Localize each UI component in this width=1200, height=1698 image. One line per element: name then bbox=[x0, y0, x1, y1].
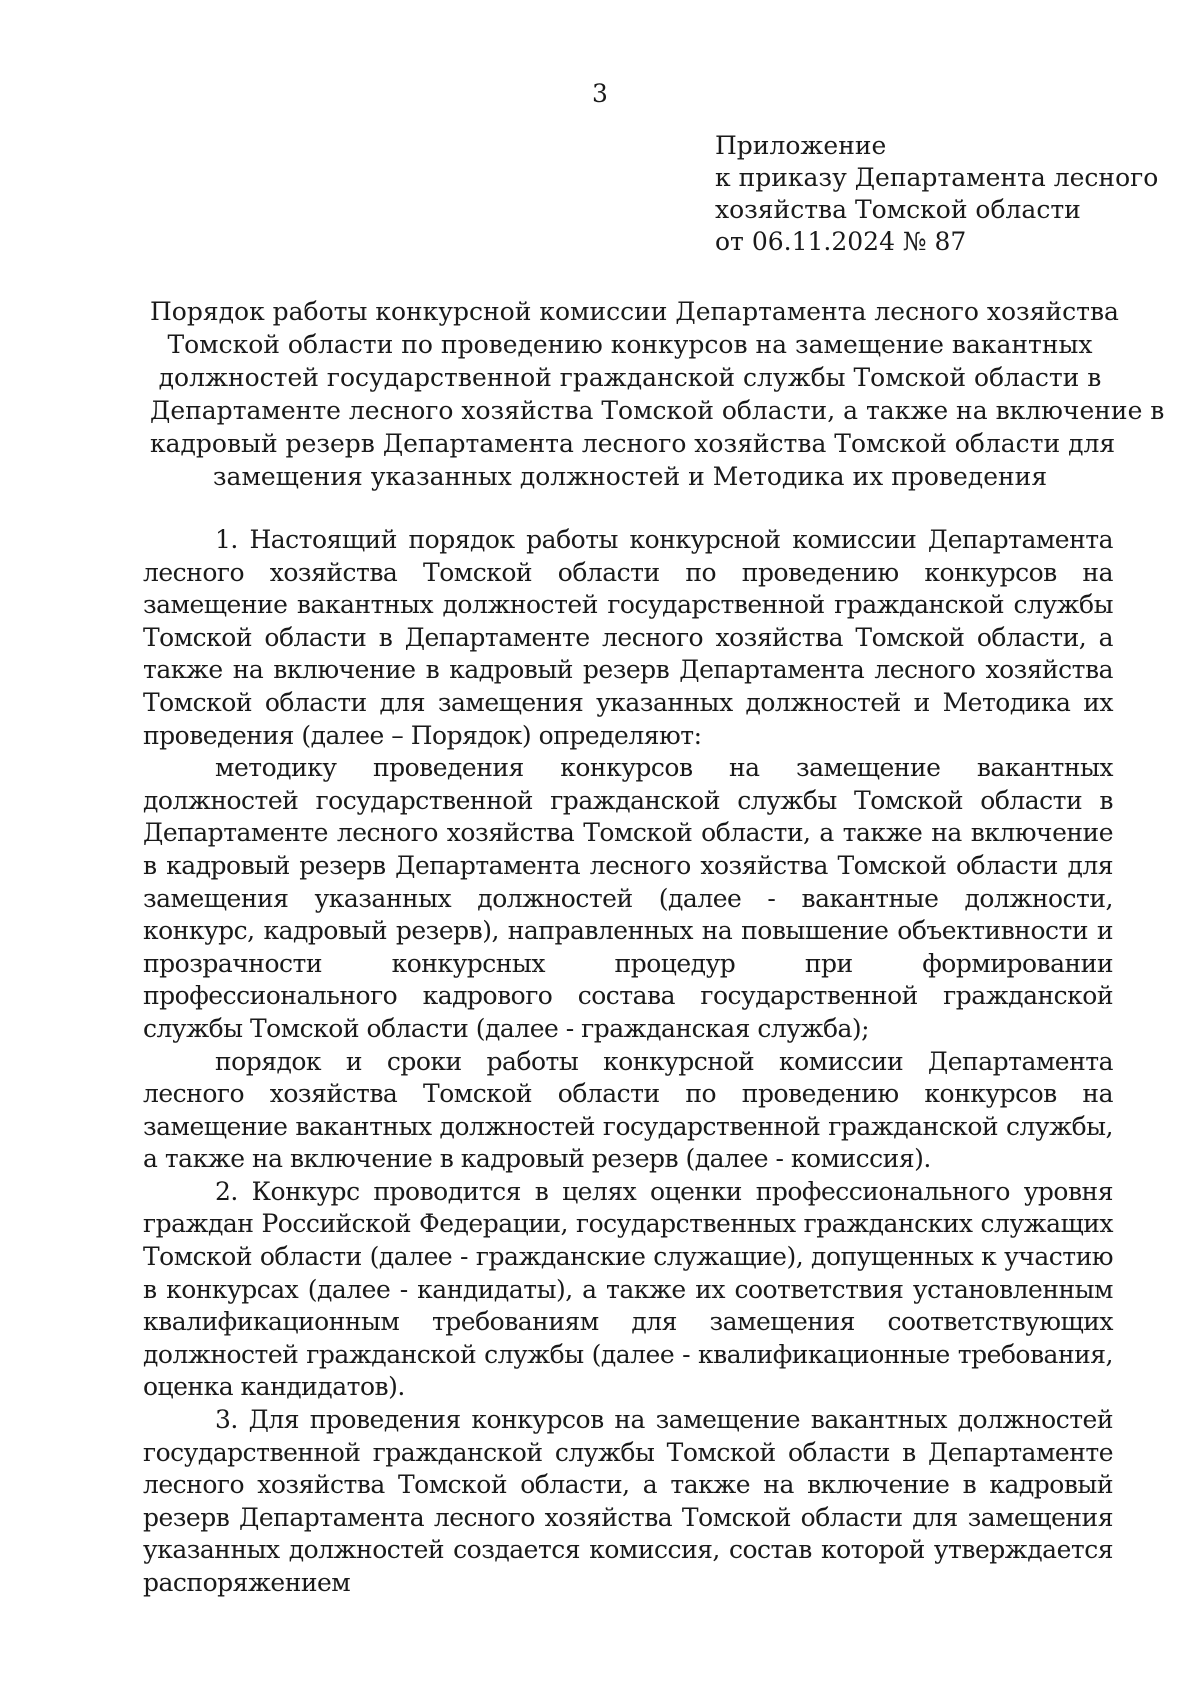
appendix-line: хозяйства Томской области bbox=[715, 195, 1081, 224]
appendix-line: к приказу Департамента лесного bbox=[715, 163, 1159, 192]
title-line: кадровый резерв Департамента лесного хозяйства Томской области для bbox=[150, 429, 1116, 458]
paragraph-4: 2. Конкурс проводится в целях оценки профессионального уровня граждан Российской Федерации, государственных гражданских служащих Томской области (далее - гражданские служащие), допущенных к участию в конкурсах (далее - кандидаты), а также их соответствия установленным квалификационным требованиям для замещения соответствующих должностей гражданской службы (далее - квалификационные требования, оценка кандидатов). bbox=[143, 1176, 1113, 1402]
appendix-line: от 06.11.2024 № 87 bbox=[715, 227, 967, 256]
title-line: Департаменте лесного хозяйства Томской области, а также на включение в bbox=[150, 396, 1165, 425]
paragraph-3: порядок и сроки работы конкурсной комиссии Департамента лесного хозяйства Томской области по проведению конкурсов на замещение вакантных должностей государственной гражданской службы, а также на включение в кадровый резерв (далее - комиссия). bbox=[143, 1046, 1113, 1174]
paragraph-5: 3. Для проведения конкурсов на замещение вакантных должностей государственной гражданской службы Томской области в Департаменте лесного хозяйства Томской области, а также на включение в кадровый резерв Департамента лесного хозяйства Томской области для замещения указанных должностей создается комиссия, состав которой утверждается распоряжением bbox=[143, 1405, 1113, 1597]
title-line: замещения указанных должностей и Методика их проведения bbox=[212, 462, 1048, 491]
document-body bbox=[143, 524, 1113, 1600]
appendix-header bbox=[715, 130, 1185, 258]
page-number: 3 bbox=[592, 79, 608, 108]
title-line: Порядок работы конкурсной комиссии Департамента лесного хозяйства bbox=[150, 297, 1119, 326]
appendix-line: Приложение bbox=[715, 131, 887, 160]
title-line: Томской области по проведению конкурсов на замещение вакантных bbox=[167, 330, 1093, 359]
title-line: должностей государственной гражданской службы Томской области в bbox=[158, 363, 1102, 392]
paragraph-2: методику проведения конкурсов на замещение вакантных должностей государственной гражданской службы Томской области в Департаменте лесного хозяйства Томской области, а также на включение в кадровый резерв Департамента лесного хозяйства Томской области для замещения указанных должностей (далее - вакантные должности, конкурс, кадровый резерв), направленных на повышение объективности и прозрачности конкурсных процедур при формировании профессионального кадрового состава государственной гражданской службы Томской области (далее - гражданская служба); bbox=[143, 753, 1113, 1043]
document-title bbox=[150, 295, 1165, 493]
paragraph-1: 1. Настоящий порядок работы конкурсной комиссии Департамента лесного хозяйства Томской области по проведению конкурсов на замещение вакантных должностей государственной гражданской службы Томской области в Департаменте лесного хозяйства Томской области, а также на включение в кадровый резерв Департамента лесного хозяйства Томской области для замещения указанных должностей и Методика их проведения (далее – Порядок) определяют: bbox=[143, 525, 1113, 750]
